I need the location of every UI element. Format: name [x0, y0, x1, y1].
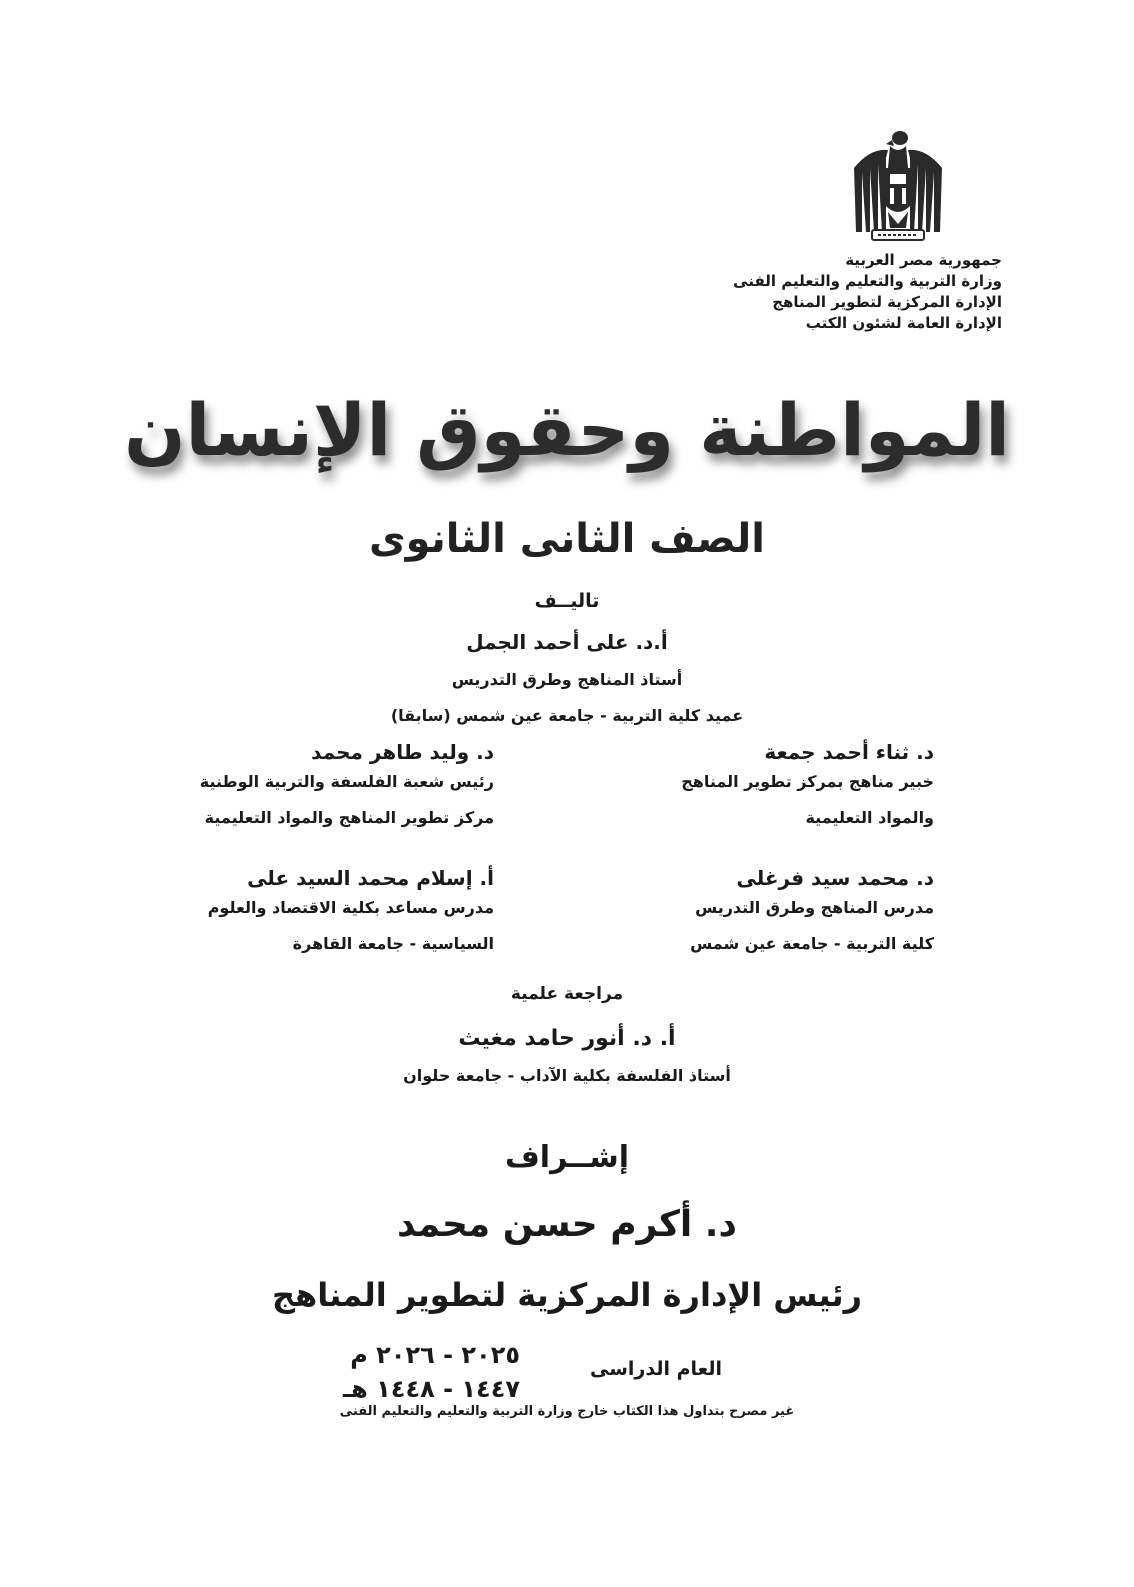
book-title: المواطنة وحقوق الإنسان [124, 388, 1010, 472]
ministry-line: وزارة التربية والتعليم والتعليم الفنى [733, 272, 1002, 290]
distribution-notice: غير مصرح بتداول هذا الكتاب خارج وزارة التربية والتعليم والتعليم الفنى [339, 1404, 795, 1419]
author-card [564, 740, 934, 836]
ministry-line: الإدارة العامة لشئون الكتب [805, 314, 1002, 332]
ministry-line: الإدارة المركزية لتطوير المناهج [772, 293, 1002, 311]
author-card [124, 866, 494, 962]
author-role: رئيس شعبة الفلسفة والتربية الوطنية [199, 772, 494, 791]
author-name: د. وليد طاهر محمد [311, 740, 494, 764]
gregorian-year: ٢٠٢٥ - ٢٠٢٦ م [350, 1341, 520, 1369]
ministry-header [702, 250, 1002, 334]
academic-year-label: العام الدراسى [590, 1358, 723, 1380]
supervision-label: إشــراف [504, 1140, 630, 1175]
author-role: خبير مناهج بمركز تطوير المناهج [681, 772, 934, 791]
author-role: مركز تطوير المناهج والمواد التعليمية [204, 808, 494, 827]
author-name: د. ثناء أحمد جمعة [764, 740, 934, 764]
authorship-label: تاليــف [534, 590, 600, 612]
hijri-year: ١٤٤٧ - ١٤٤٨ هـ [342, 1375, 520, 1403]
author-name: أ. إسلام محمد السيد على [247, 866, 494, 890]
reviewer-name: أ. د. أنور حامد مغيث [458, 1026, 676, 1051]
supervisor-name: د. أكرم حسن محمد [397, 1204, 737, 1245]
ministry-line: جمهورية مصر العربية [845, 251, 1002, 269]
lead-author-role: عميد كلية التربية - جامعة عين شمس (سابقا) [390, 706, 744, 725]
eagle-emblem-icon [850, 128, 946, 246]
author-role: مدرس مساعد بكلية الاقتصاد والعلوم [207, 898, 494, 917]
review-label: مراجعة علمية [510, 984, 624, 1004]
lead-author-role: أستاذ المناهج وطرق التدريس [451, 670, 683, 689]
author-role: السياسية - جامعة القاهرة [292, 934, 494, 953]
academic-year-values [320, 1338, 520, 1406]
supervisor-role: رئيس الإدارة المركزية لتطوير المناهج [271, 1276, 863, 1314]
author-role: مدرس المناهج وطرق التدريس [695, 898, 934, 917]
author-name: د. محمد سيد فرغلى [736, 866, 934, 890]
author-role: والمواد التعليمية [805, 808, 934, 827]
grade-level: الصف الثانى الثانوى [368, 516, 766, 562]
reviewer-role: أستاذ الفلسفة بكلية الآداب - جامعة حلوان [403, 1066, 731, 1085]
author-card [564, 866, 934, 962]
lead-author-name: أ.د. على أحمد الجمل [466, 630, 668, 654]
author-role: كلية التربية - جامعة عين شمس [690, 934, 934, 953]
author-card [124, 740, 494, 836]
